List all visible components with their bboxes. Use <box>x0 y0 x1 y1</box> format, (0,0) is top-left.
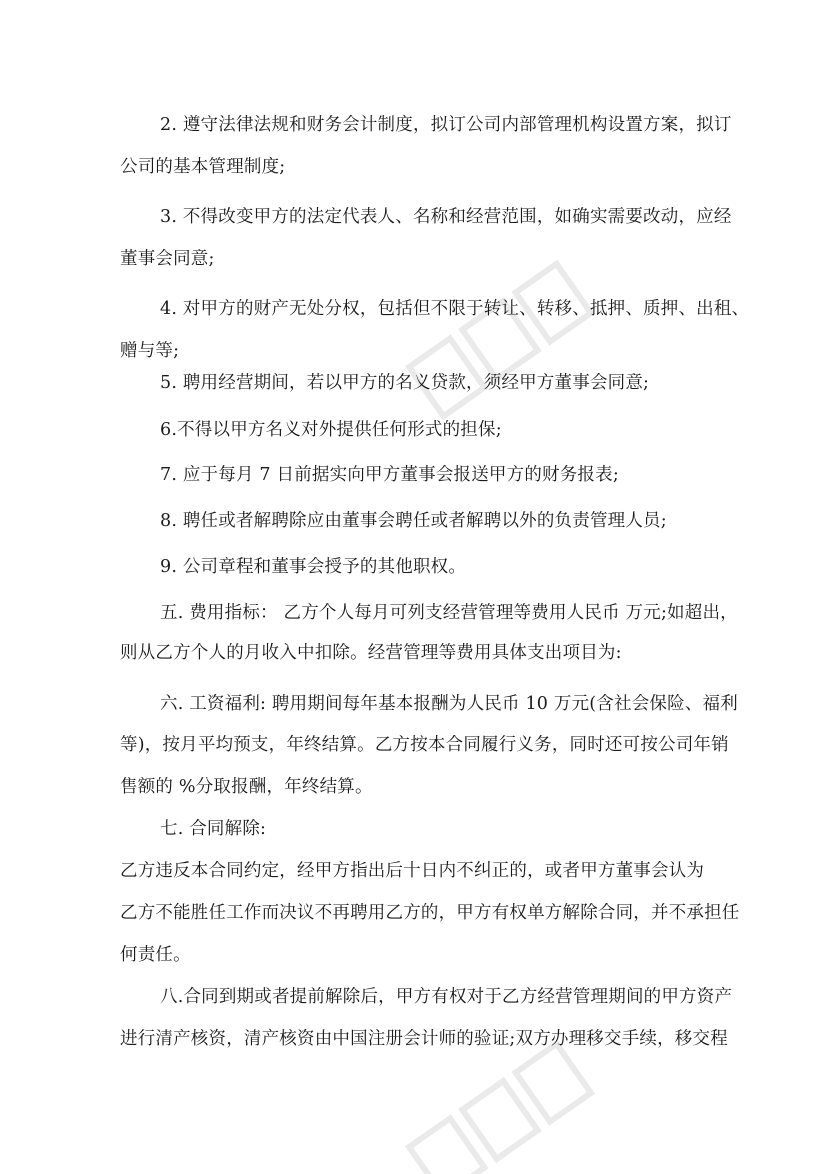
paragraph-line: 4. 对甲方的财产无处分权，包括但不限于转让、转移、抵押、质押、出租、 <box>160 299 750 319</box>
paragraph-line: 赠与等; <box>120 341 180 361</box>
paragraph-line: 3. 不得改变甲方的法定代表人、名称和经营范围，如确实需要改动，应经 <box>160 207 732 227</box>
paragraph-line: 公司的基本管理制度; <box>120 157 286 177</box>
paragraph-line: 何责任。 <box>120 945 191 965</box>
watermark-icon <box>395 250 605 430</box>
watermark-icon <box>395 1030 605 1174</box>
paragraph-line: 乙方不能胜任工作而决议不再聘用乙方的，甲方有权单方解除合同，并不承担任 <box>120 903 740 923</box>
paragraph-line: 则从乙方个人的月收入中扣除。经营管理等费用具体支出项目为: <box>120 643 622 663</box>
paragraph-line: 2. 遵守法律法规和财务会计制度，拟订公司内部管理机构设置方案，拟订 <box>160 115 732 135</box>
paragraph-line: 5. 聘用经营期间，若以甲方的名义贷款，须经甲方董事会同意; <box>160 373 650 393</box>
paragraph-line: 五. 费用指标： 乙方个人每月可列支经营管理等费用人民币 万元;如超出， <box>160 603 738 623</box>
paragraph-line: 进行清产核资，清产核资由中国注册会计师的验证;双方办理移交手续，移交程 <box>120 1029 728 1049</box>
paragraph-line: 七. 合同解除: <box>160 819 267 839</box>
paragraph-line: 6.不得以甲方名义对外提供任何形式的担保; <box>160 420 502 440</box>
paragraph-line: 8. 聘任或者解聘除应由董事会聘任或者解聘以外的负责管理人员; <box>160 511 667 531</box>
paragraph-line: 六. 工资福利: 聘用期间每年基本报酬为人民币 10 万元(含社会保险、福利 <box>160 694 738 714</box>
paragraph-line: 售额的 %分取报酬，年终结算。 <box>120 777 373 797</box>
paragraph-line: 乙方违反本合同约定，经甲方指出后十日内不纠正的，或者甲方董事会认为 <box>120 861 705 881</box>
paragraph-line: 八.合同到期或者提前解除后，甲方有权对于乙方经营管理期间的甲方资产 <box>160 987 733 1007</box>
paragraph-line: 等)，按月平均预支，年终结算。乙方按本合同履行义务，同时还可按公司年销 <box>120 735 729 755</box>
paragraph-line: 9. 公司章程和董事会授予的其他职权。 <box>160 557 467 577</box>
paragraph-line: 7. 应于每月 7 日前据实向甲方董事会报送甲方的财务报表; <box>160 465 619 485</box>
paragraph-line: 董事会同意; <box>120 249 215 269</box>
